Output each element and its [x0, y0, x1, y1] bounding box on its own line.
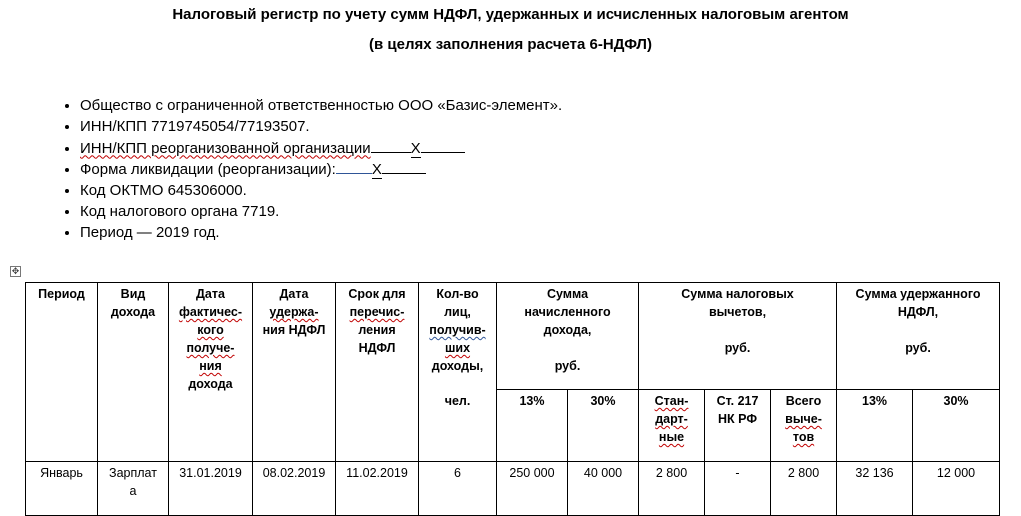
reporting-period: • Период — 2019 год.	[80, 223, 562, 244]
table-row	[26, 462, 1000, 516]
cell-ded-total: 2 800	[771, 462, 837, 516]
inn-kpp: • ИНН/КПП 7719745054/77193507.	[80, 117, 562, 138]
reorg-inn-label: ИНН/КПП реорганизованной организации	[80, 139, 371, 157]
col-deductions-header: Сумма налоговых вычетов, руб.	[639, 283, 837, 390]
col-count-header: Кол-во лиц, получив- ших доходы,	[419, 283, 497, 390]
cell-withheld-30: 12 000	[913, 462, 1000, 516]
cell-accrued-13: 250 000	[497, 462, 568, 516]
reorg-inn-value: Х	[410, 139, 421, 157]
cell-transfer-deadline: 11.02.2019	[336, 462, 419, 516]
cell-withheld-13: 32 136	[837, 462, 913, 516]
organization-info-list	[40, 96, 562, 244]
col-withheld-13: 13%	[837, 390, 913, 462]
col-income-type-header: Вид дохода	[98, 283, 169, 462]
cell-accrued-30: 40 000	[568, 462, 639, 516]
liquidation-form	[80, 159, 562, 181]
col-period-header: Период	[26, 283, 98, 462]
register-subtitle: (в целях заполнения расчета 6-НДФЛ)	[369, 36, 652, 53]
blank-line	[382, 159, 426, 174]
cell-ded-standard: 2 800	[639, 462, 705, 516]
col-withheld-header: Сумма удержанного НДФЛ, руб.	[837, 283, 1000, 390]
cell-period: Январь	[26, 462, 98, 516]
col-ded-total: Всего выче- тов	[771, 390, 837, 462]
col-accrued-header: Сумма начисленного дохода, руб.	[497, 283, 639, 390]
tax-authority-code: • Код налогового органа 7719.	[80, 202, 562, 223]
reorg-inn-kpp	[80, 138, 562, 160]
cell-income-type: Зарплат а	[98, 462, 169, 516]
oktmo-code: • Код ОКТМО 645306000.	[80, 181, 562, 202]
liquidation-label: Форма ликвидации (реорганизации):	[80, 161, 336, 179]
header-row-top	[26, 283, 1000, 390]
cell-ded-217: -	[705, 462, 771, 516]
col-ded-standard: Стан- дарт- ные	[639, 390, 705, 462]
col-transfer-deadline-header: Срок для перечис- ления НДФЛ	[336, 283, 419, 462]
col-actual-date-header: Дата фактичес- кого получе- ния дохода	[169, 283, 253, 462]
cell-withhold-date: 08.02.2019	[253, 462, 336, 516]
col-count-unit: чел.	[419, 390, 497, 462]
tax-register-table	[25, 282, 1000, 516]
blank-line	[421, 138, 465, 153]
liquidation-value: Х	[371, 161, 382, 179]
col-accrued-30: 30%	[568, 390, 639, 462]
company-name: • Общество с ограниченной ответственностью ООО «Базис-элемент».	[80, 96, 562, 117]
cell-count: 6	[419, 462, 497, 516]
cell-actual-date: 31.01.2019	[169, 462, 253, 516]
col-accrued-13: 13%	[497, 390, 568, 462]
col-ded-217: Ст. 217 НК РФ	[705, 390, 771, 462]
col-withheld-30: 30%	[913, 390, 1000, 462]
register-title: Налоговый регистр по учету сумм НДФЛ, удержанных и исчисленных налоговым агентом	[172, 6, 849, 23]
blank-line	[336, 159, 372, 174]
table-move-handle-icon[interactable]: ✥	[11, 266, 20, 276]
blank-line	[371, 138, 411, 153]
col-withhold-date-header: Дата удержа- ния НДФЛ	[253, 283, 336, 462]
